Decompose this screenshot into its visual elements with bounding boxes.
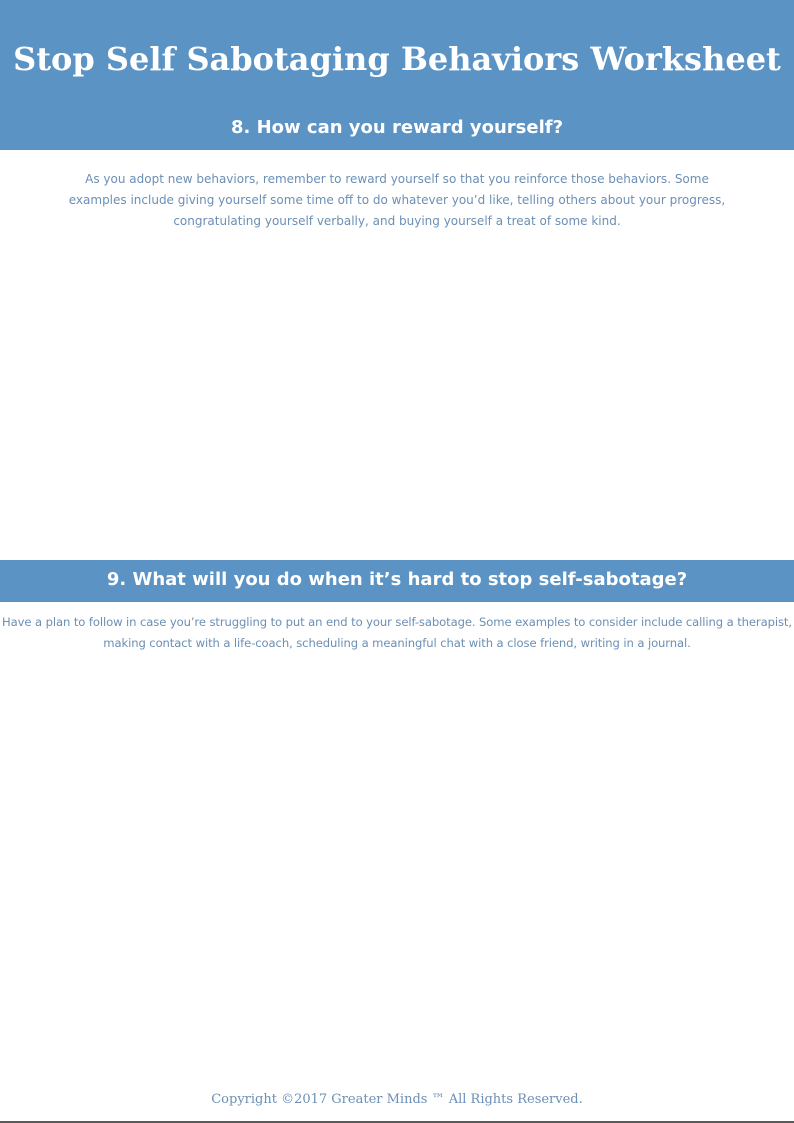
page-title: Stop Self Sabotaging Behaviors Worksheet [13,40,781,78]
section-8-instructions: As you adopt new behaviors, remember to reward yourself so that you reinforce those behaviors. Some examples include giving yourself some time off to do whatever you’d like, telling others about your progress, congratulating yourself verbally, and buying yourself a treat of some kind. [68,172,726,228]
copyright-footer: Copyright ©2017 Greater Minds ™ All Rights Reserved. [211,1092,583,1107]
section-9-heading: 9. What will you do when it’s hard to stop self-sabotage? [106,569,688,590]
section-9-instructions: Have a plan to follow in case you’re struggling to put an end to your self-sabotage. Some examples to consider include calling a therapist, making contact with a life-coach, scheduling a meaningful chat with a close friend, writing in a journal. [2,615,792,650]
section-8-heading: 8. How can you reward yourself? [230,117,564,138]
